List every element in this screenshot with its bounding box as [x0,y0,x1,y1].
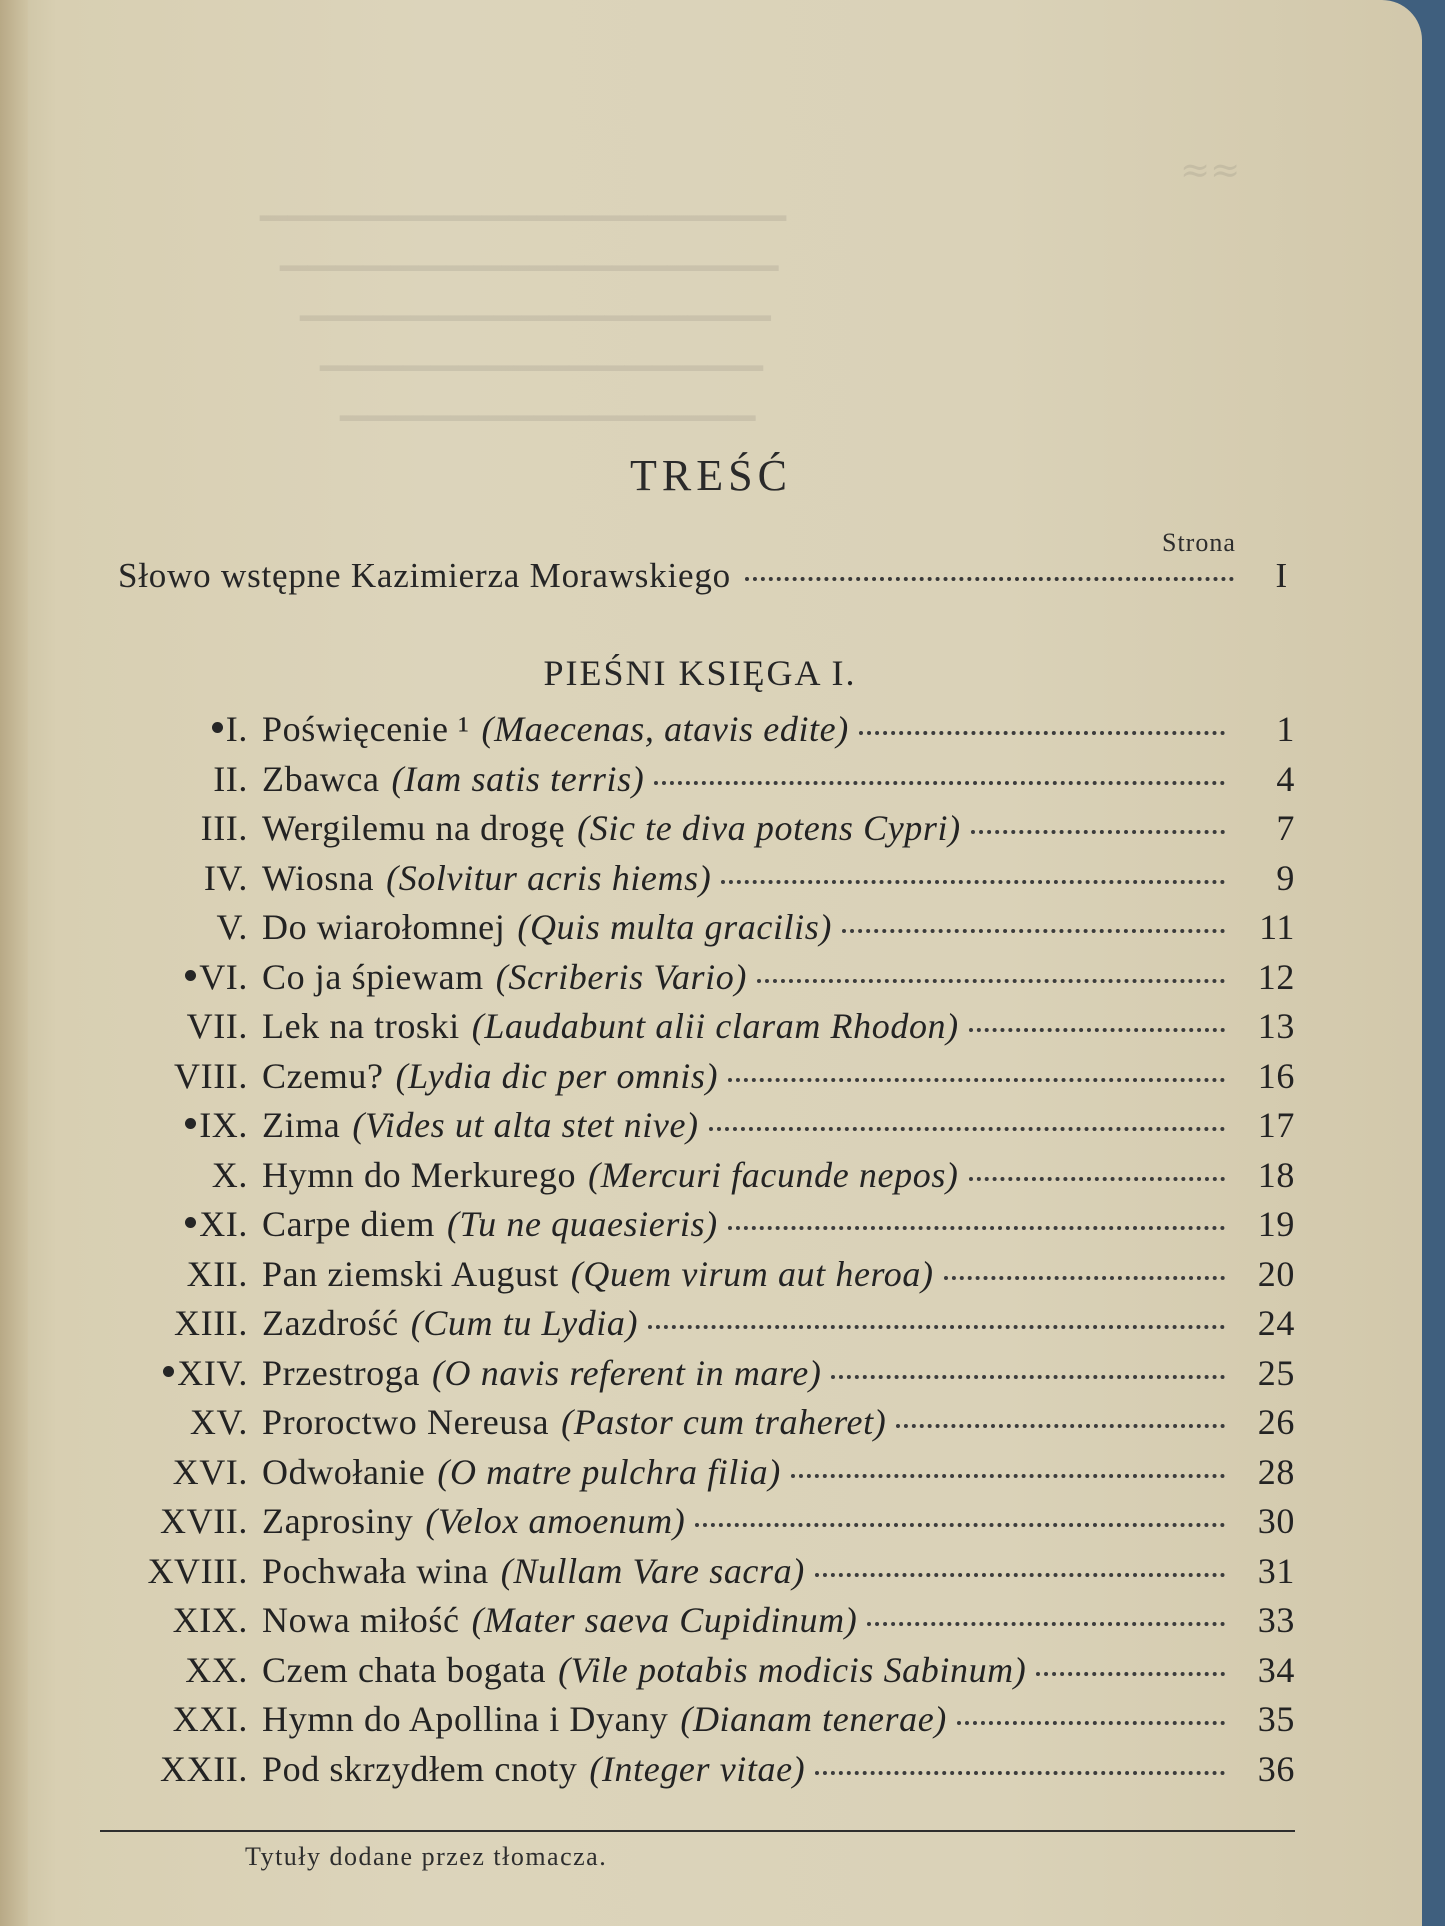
dot-leader [709,1127,1225,1131]
show-through-decoration: ▁▁▁▁▁▁▁▁▁▁▁▁▁▁▁▁▁▁▁ [260,180,787,221]
entry-latin-incipit: (Nullam Vare sacra) [500,1550,805,1591]
entry-title: Pochwała wina [262,1550,489,1591]
entry-page-number: 4 [1276,758,1295,799]
entry-number [100,1154,262,1196]
toc-entry [100,1649,1295,1699]
entry-number [100,1451,262,1493]
entry-number-text: II. [213,758,248,799]
toc-entry [100,1005,1295,1055]
entry-page-number: 24 [1257,1303,1295,1343]
entry-latin-incipit: (Dianam tenerae) [680,1699,947,1739]
entry-page-number: 34 [1257,1649,1295,1690]
toc-entry [100,1203,1295,1253]
entry-number [100,1698,262,1740]
dot-leader [867,1622,1225,1626]
entry-number [100,1550,262,1592]
entry-latin-incipit: (Tu ne quaesieris) [446,1204,718,1244]
entry-page-number: 11 [1259,907,1295,947]
entry-latin-incipit: (Mercuri facunde nepos) [588,1154,959,1195]
entry-number-text: III. [200,808,248,848]
entry-number [100,857,262,899]
toc-entry [100,1748,1295,1798]
toc-entry [100,906,1295,956]
entry-latin-incipit: (Maecenas, atavis edite) [481,709,849,749]
intro-entry [118,556,1288,596]
toc-entry [100,1154,1295,1204]
entry-page-number: 31 [1257,1550,1295,1591]
entry-latin-incipit: (Vides ut alta stet nive) [352,1105,699,1145]
entry-latin-incipit: (Sic te diva potens Cypri) [577,808,961,848]
dot-leader [859,731,1225,735]
entry-number-text: XVII. [160,1501,248,1541]
entry-title: Carpe diem [262,1204,435,1244]
entry-page-number: 35 [1257,1699,1295,1739]
dot-leader [969,1028,1225,1032]
entry-title: Do wiarołomnej [262,907,506,947]
dot-leader [831,1375,1225,1379]
footnote-rule [100,1830,1295,1832]
entry-number-text: XI. [199,1204,248,1244]
pencil-mark-icon [163,1366,174,1377]
entry-page-number: 30 [1257,1501,1295,1541]
dot-leader [721,880,1225,884]
dot-leader [791,1474,1225,1478]
entry-latin-incipit: (Laudabunt alii claram Rhodon) [471,1006,959,1046]
toc-entry [100,1500,1295,1550]
footnote: Tytuły dodane przez tłomacza. [245,1842,608,1871]
entry-title: Odwołanie [262,1451,426,1492]
entry-number-text: XIII. [174,1303,248,1343]
page-title: TREŚĆ [630,451,792,500]
entry-number-text: XXI. [172,1699,248,1739]
pencil-mark-icon [212,722,223,733]
entry-page-number: 28 [1257,1451,1295,1492]
dot-leader [944,1276,1225,1280]
entry-title: Zbawca [262,758,380,799]
entry-number [100,1748,262,1790]
entry-title: Czem chata bogata [262,1649,547,1690]
entry-title: Pan ziemski August [262,1253,559,1294]
entry-latin-incipit: (Mater saeva Cupidinum) [471,1600,858,1640]
toc-entry [100,1698,1295,1748]
entry-number [100,1005,262,1047]
pencil-mark-icon [185,1217,196,1228]
entry-page-number: 17 [1257,1105,1295,1145]
entry-title: Pod skrzydłem cnoty [262,1748,578,1789]
entry-title: Zima [262,1105,341,1145]
entry-title: Wiosna [262,857,375,898]
entry-latin-incipit: (Velox amoenum) [425,1501,686,1541]
entry-title: Poświęcenie ¹ [262,709,470,749]
dot-leader [815,1573,1225,1577]
dot-leader [745,577,1234,581]
toc-entry [100,1352,1295,1402]
toc-entry [100,1599,1295,1649]
entry-number [100,708,262,750]
entry-title: Czemu? [262,1055,384,1096]
dot-leader [971,830,1225,834]
pencil-mark-icon [185,1118,196,1129]
entry-number-text: XVIII. [147,1550,248,1591]
entry-number-text: XXII. [160,1748,248,1789]
entry-page-number: 9 [1276,857,1295,898]
entry-page-number: 7 [1276,808,1295,848]
page-gutter [0,0,28,1926]
toc-entry [100,807,1295,857]
dot-leader [896,1424,1225,1428]
toc-entry [100,1451,1295,1501]
entry-number-text: I. [225,709,248,749]
entry-latin-incipit: (Pastor cum traheret) [561,1402,887,1442]
entry-number [100,1104,262,1146]
entry-page-number: 18 [1257,1154,1295,1195]
entry-latin-incipit: (Iam satis terris) [391,758,645,799]
entry-number-text: XX. [185,1649,248,1690]
entry-number-text: XV. [189,1402,248,1442]
entry-number [100,906,262,948]
entry-latin-incipit: (O navis referent in mare) [431,1352,822,1393]
entry-number [100,1203,262,1245]
dot-leader [728,1078,1225,1082]
intro-page-number: I [1275,556,1288,595]
entry-title: Lek na troski [262,1006,460,1046]
dot-leader [969,1177,1225,1181]
entry-number-text: VII. [186,1006,248,1046]
entry-number-text: V. [216,907,248,947]
entry-title: Co ja śpiewam [262,956,484,997]
entry-number-text: VIII. [174,1055,248,1096]
entry-page-number: 1 [1276,709,1295,749]
entry-number [100,1401,262,1443]
entry-latin-incipit: (Cum tu Lydia) [410,1303,639,1343]
entry-number [100,1055,262,1097]
show-through-decoration: ▁▁▁▁▁▁▁▁▁▁▁▁▁▁▁▁▁ [300,280,771,321]
entry-page-number: 20 [1257,1253,1295,1294]
entry-page-number: 25 [1257,1352,1295,1393]
entry-latin-incipit: (Quis multa gracilis) [517,907,832,947]
toc-entry [100,1550,1295,1600]
entry-number-text: XIV. [177,1352,248,1393]
entry-title: Zazdrość [262,1303,399,1343]
entry-number-text: XVI. [172,1451,248,1492]
entry-page-number: 26 [1257,1402,1295,1442]
show-through-decoration: ▁▁▁▁▁▁▁▁▁▁▁▁▁▁▁ [340,380,756,421]
toc-entry [100,956,1295,1006]
show-through-decoration: ▁▁▁▁▁▁▁▁▁▁▁▁▁▁▁▁▁▁ [280,230,779,271]
entry-latin-incipit: (Vile potabis modicis Sabinum) [558,1649,1027,1690]
toc-entry [100,1253,1295,1303]
dot-leader [695,1523,1225,1527]
dot-leader [648,1325,1225,1329]
entry-title: Hymn do Apollina i Dyany [262,1699,669,1739]
toc-entry [100,758,1295,808]
entry-title: Przestroga [262,1352,420,1393]
section-title: PIEŚNI KSIĘGA I. [543,653,857,693]
entry-number-text: X. [211,1154,248,1195]
show-through-decoration: ≈≈ [1180,150,1241,191]
entry-title: Wergilemu na drogę [262,808,566,848]
toc-entry [100,1104,1295,1154]
entry-page-number: 33 [1257,1600,1295,1640]
toc-entry [100,1055,1295,1105]
entry-number-text: XII. [186,1253,248,1294]
entry-number-text: XIX. [172,1600,248,1640]
entry-number [100,956,262,998]
entry-title: Proroctwo Nereusa [262,1402,550,1442]
toc-entry [100,708,1295,758]
dot-leader [842,929,1225,933]
toc-entry [100,1401,1295,1451]
toc-list [100,708,1295,1797]
entry-title: Zaprosiny [262,1501,414,1541]
entry-number-text: IX. [199,1105,248,1145]
entry-title: Hymn do Merkurego [262,1154,577,1195]
entry-latin-incipit: (Integer vitae) [589,1748,806,1789]
page-column-label: Strona [1162,528,1236,557]
dot-leader [957,1721,1225,1725]
dot-leader [757,979,1225,983]
entry-page-number: 19 [1257,1204,1295,1244]
entry-latin-incipit: (Solvitur acris hiems) [386,857,712,898]
entry-number [100,807,262,849]
toc-entry [100,857,1295,907]
entry-number [100,1302,262,1344]
entry-latin-incipit: (Lydia dic per omnis) [395,1055,719,1096]
toc-entry [100,1302,1295,1352]
intro-title: Słowo wstępne Kazimierza Morawskiego [118,556,731,595]
dot-leader [654,781,1225,785]
entry-number-text: VI. [199,956,248,997]
dot-leader [815,1771,1225,1775]
entry-number [100,1253,262,1295]
dot-leader [1036,1672,1225,1676]
entry-number [100,1649,262,1691]
entry-latin-incipit: (Quem virum aut heroa) [570,1253,934,1294]
entry-latin-incipit: (Scriberis Vario) [495,956,747,997]
entry-page-number: 16 [1257,1055,1295,1096]
entry-number [100,758,262,800]
entry-number [100,1352,262,1394]
pencil-mark-icon [185,970,196,981]
entry-page-number: 12 [1257,956,1295,997]
show-through-decoration: ▁▁▁▁▁▁▁▁▁▁▁▁▁▁▁▁ [320,330,763,371]
entry-title: Nowa miłość [262,1600,460,1640]
entry-page-number: 36 [1257,1748,1295,1789]
entry-number-text: IV. [203,857,248,898]
entry-latin-incipit: (O matre pulchra filia) [437,1451,781,1492]
entry-number [100,1500,262,1542]
entry-number [100,1599,262,1641]
entry-page-number: 13 [1257,1006,1295,1046]
dot-leader [728,1226,1225,1230]
